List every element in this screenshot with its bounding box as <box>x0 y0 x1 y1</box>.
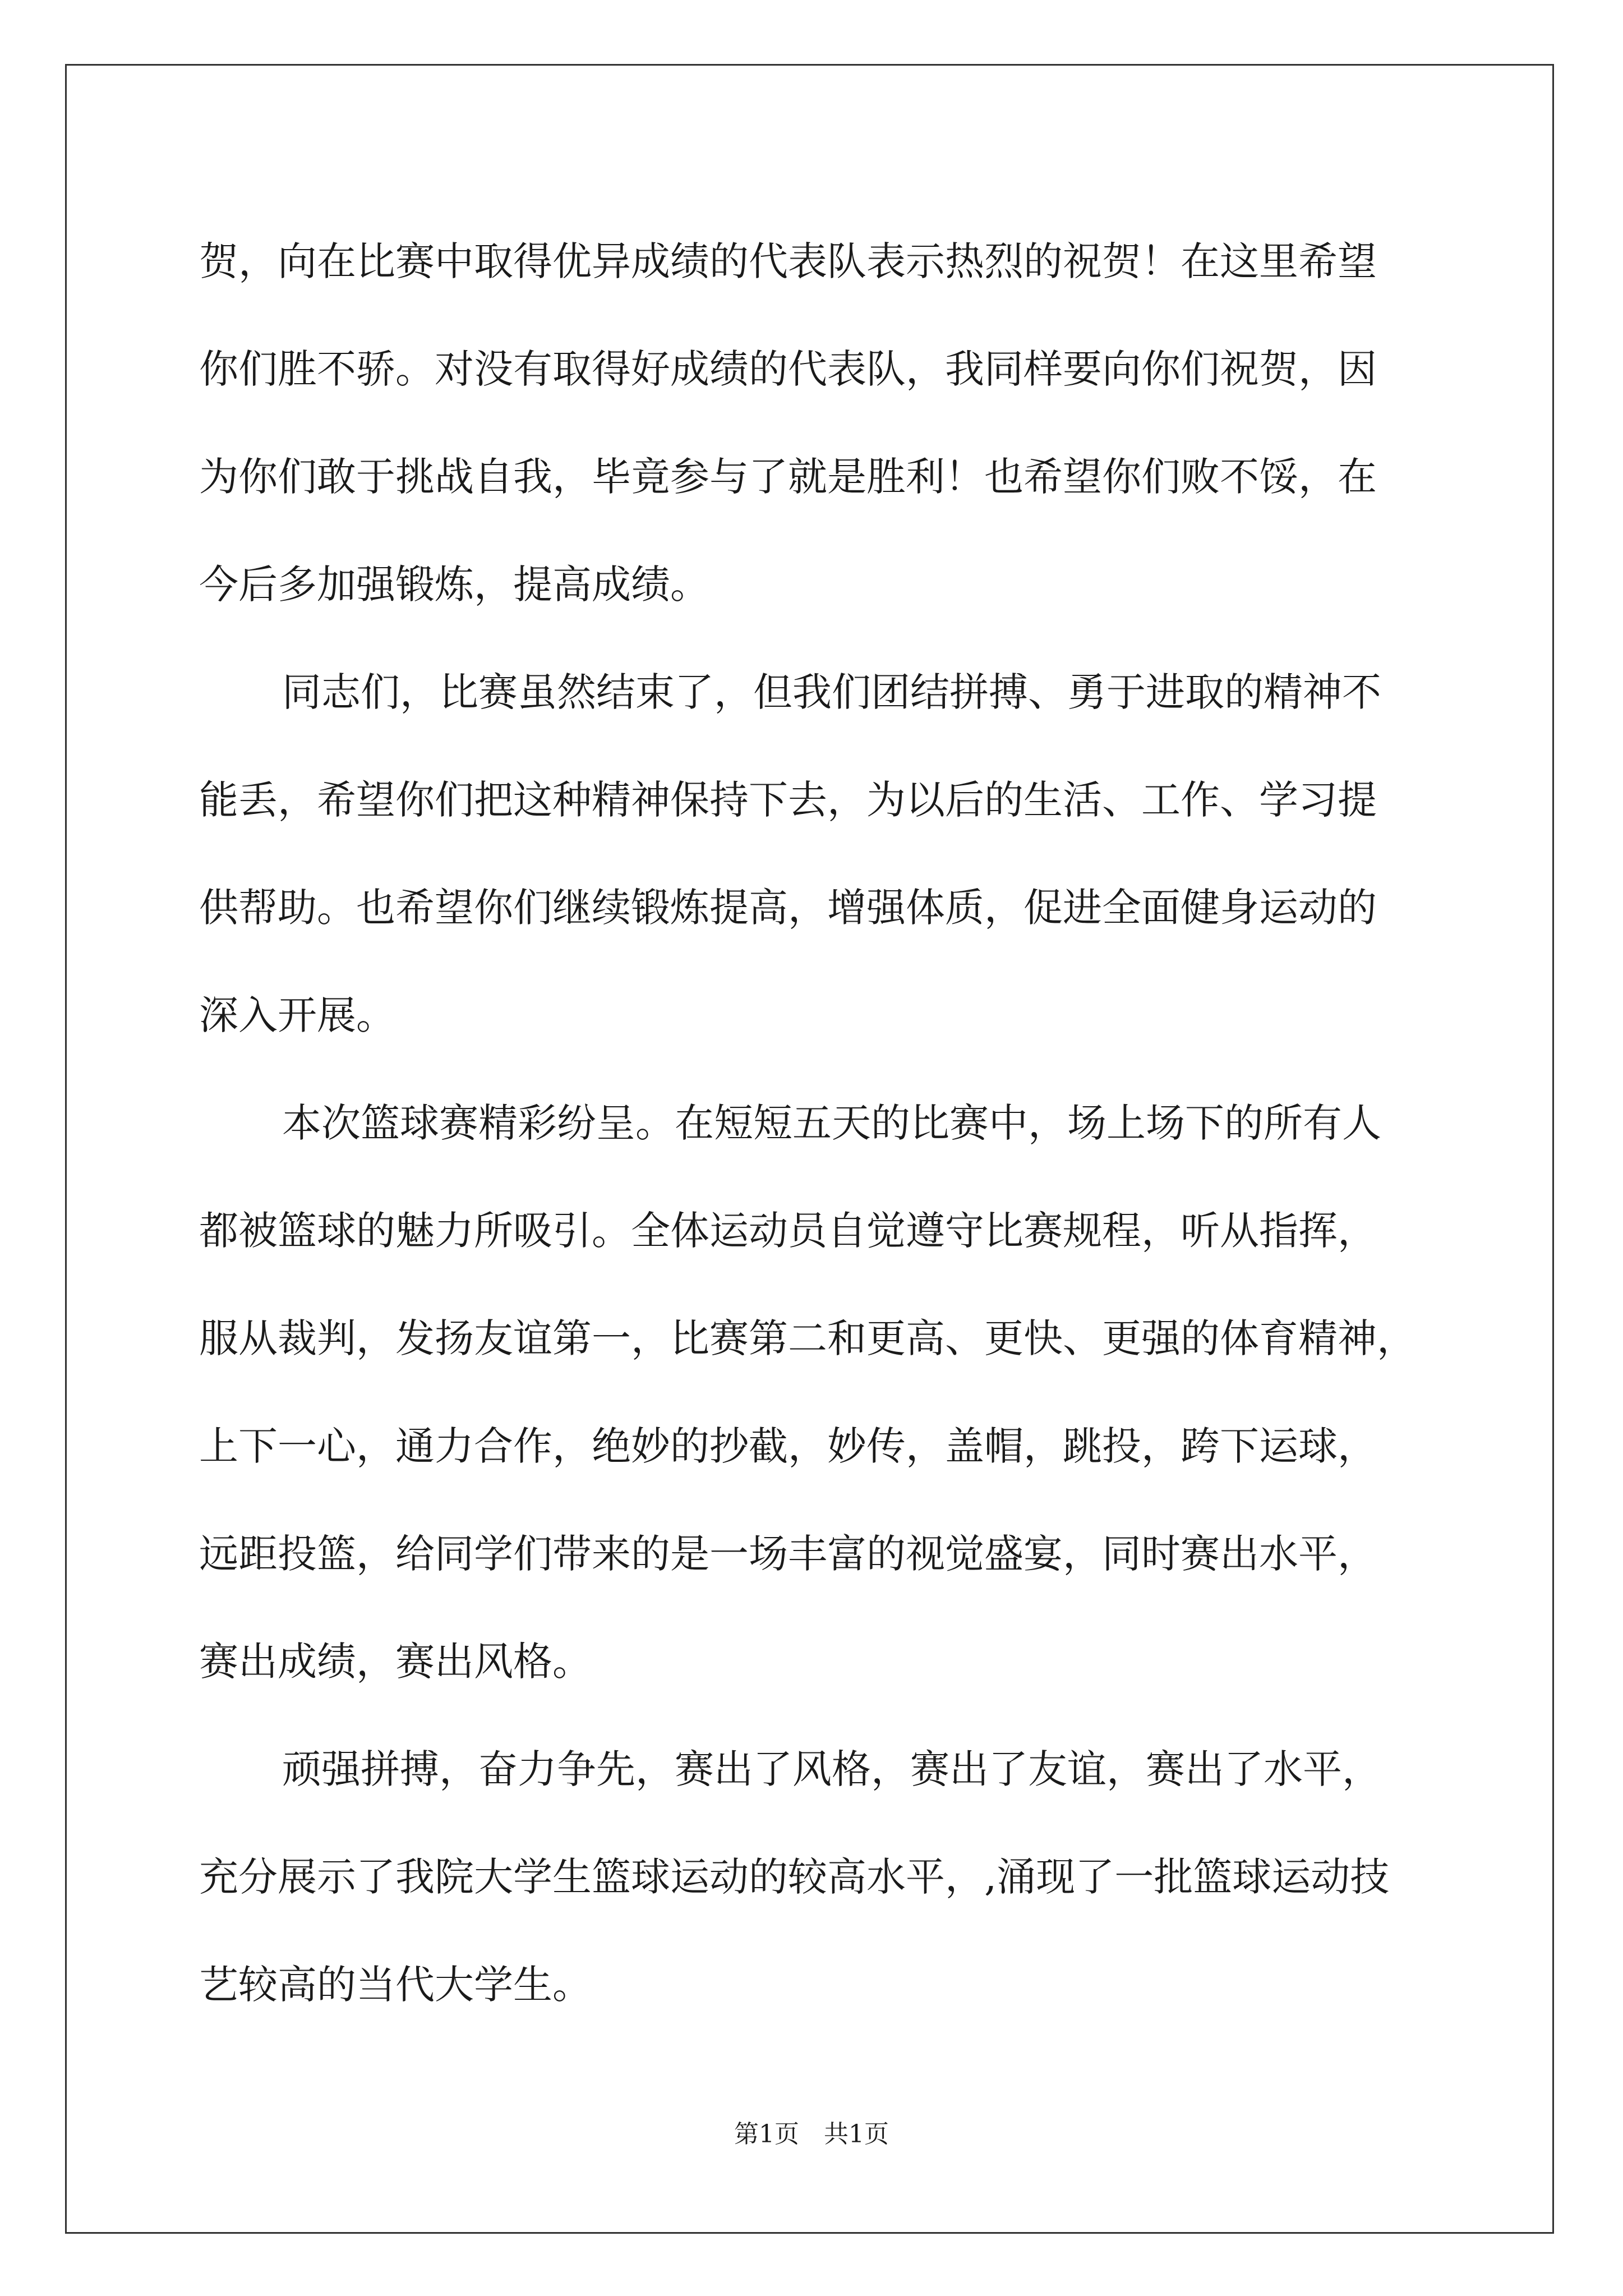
text-line: 都被篮球的魅力所吸引。全体运动员自觉遵守比赛规程，听从指挥， <box>199 1208 1377 1254</box>
text-line: 深入开展。 <box>199 992 395 1038</box>
paragraph-first-line: 同志们，比赛虽然结束了，但我们团结拼搏、勇于进取的精神不 <box>282 669 1381 715</box>
text-line: 上下一心，通力合作，绝妙的抄截，妙传，盖帽，跳投，跨下运球， <box>199 1423 1377 1469</box>
page-footer <box>0 2114 1623 2150</box>
text-line: 你们胜不骄。对没有取得好成绩的代表队，我同样要向你们祝贺，因 <box>199 346 1377 392</box>
text-line: 供帮助。也希望你们继续锻炼提高，增强体质，促进全面健身运动的 <box>199 885 1377 931</box>
text-line: 能丢，希望你们把这种精神保持下去，为以后的生活、工作、学习提 <box>199 777 1377 823</box>
text-line: 艺较高的当代大学生。 <box>199 1962 592 2008</box>
text-line: 为你们敢于挑战自我，毕竟参与了就是胜利！也希望你们败不馁，在 <box>199 454 1377 500</box>
text-line: 今后多加强锻炼，提高成绩。 <box>199 562 709 608</box>
paragraph-first-line: 本次篮球赛精彩纷呈。在短短五天的比赛中，场上场下的所有人 <box>282 1100 1381 1146</box>
text-line: 充分展示了我院大学生篮球运动的较高水平，,涌现了一批篮球运动技 <box>199 1854 1390 1900</box>
page-total: 共1页 <box>824 2120 889 2148</box>
text-line: 贺，向在比赛中取得优异成绩的代表队表示热烈的祝贺！在这里希望 <box>199 238 1377 284</box>
page-number: 第1页 <box>734 2120 799 2148</box>
text-line: 服从裁判，发扬友谊第一，比赛第二和更高、更快、更强的体育精神， <box>199 1315 1416 1361</box>
paragraph-first-line: 顽强拼搏，奋力争先，赛出了风格，赛出了友谊，赛出了水平， <box>282 1746 1381 1792</box>
document-body <box>199 208 1464 2039</box>
text-line: 远距投篮，给同学们带来的是一场丰富的视觉盛宴，同时赛出水平， <box>199 1531 1377 1577</box>
text-line: 赛出成绩，赛出风格。 <box>199 1639 592 1685</box>
